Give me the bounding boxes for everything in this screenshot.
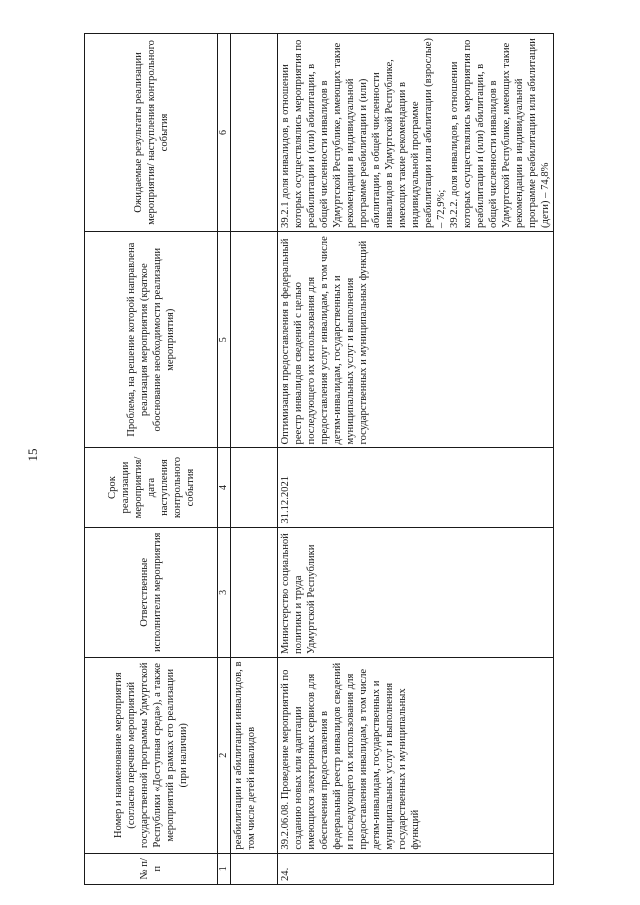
table-cell [231, 34, 278, 232]
column-number: 1 [218, 853, 231, 884]
header-term: Срок реализации мероприятия/ дата наступления контрольного события [85, 448, 218, 527]
measures-table [84, 33, 554, 885]
table-cell [231, 853, 278, 884]
header-num: № п/п [85, 853, 218, 884]
continuation-row [231, 34, 278, 885]
table-header-row [85, 34, 218, 885]
column-number: 3 [218, 527, 231, 657]
measures-table-wrapper [84, 33, 556, 885]
header-name: Номер и наименование мероприятия (согласно перечню мероприятий государственной программы Удмуртской Республики «Доступная среда»), а также мероприятий в рамках его реализации (при наличии) [85, 658, 218, 854]
measure-results [278, 34, 554, 232]
result-item: 39.2.2. доля инвалидов, в отношении которых осуществлялись мероприятия по реабилитации и (или) абилитации, в общей численности инвалидов в Удмуртской Республике, имеющих такие рекомендации в индивидуальной программе реабилитации или абилитации (дети) – 74,8% [449, 38, 551, 228]
table-cell [231, 527, 278, 657]
header-problem: Проблема, на решение которой направлена реализация мероприятия (краткое обоснование необходимости реализации мероприятия) [85, 231, 218, 448]
table-cell [231, 231, 278, 448]
measure-name: 39.2.06.08. Проведение мероприятий по созданию новых или адаптации имеющихся электронных сервисов для обеспечения предоставления в федеральный реестр инвалидов сведений и последующего их использования для предоставления инвалидам, в том числе детям-инвалидам, государственных и муниципальных услуг и выполнения государственных и муниципальных функций [278, 658, 554, 854]
header-results: Ожидаемые результаты реализации мероприятия/ наступления контрольного события [85, 34, 218, 232]
row-number: 24. [278, 853, 554, 884]
measure-term: 31.12.2021 [278, 448, 554, 527]
header-executor: Ответственные исполнители мероприятия [85, 527, 218, 657]
table-row-24 [278, 34, 554, 885]
column-number: 5 [218, 231, 231, 448]
measure-problem: Оптимизация предоставления в федеральный реестр инвалидов сведений с целью последующего их использования для предоставления услуг инвалидам, в том числе детям-инвалидам, государственных и муниципальных услуг и выполнения государственных и муниципальных функций [278, 231, 554, 448]
column-number-row [218, 34, 231, 885]
column-number: 4 [218, 448, 231, 527]
column-number: 6 [218, 34, 231, 232]
table-cell [231, 448, 278, 527]
column-number: 2 [218, 658, 231, 854]
result-item: 39.2.1 доля инвалидов, в отношении которых осуществлялись мероприятия по реабилитации и (или) абилитации, в общей численности инвалидов в Удмуртской Республике, имеющих такие рекомендации в индивидуальной программе реабилитации и (или) абилитации, в общей численности инвалидов в Удмуртской Республике, имеющих такие рекомендации в индивидуальной программе реабилитации или абилитации (взрослые) – 72,9%; [280, 37, 447, 228]
table-cell: реабилитации и абилитации инвалидов, в том числе детей инвалидов [231, 658, 278, 854]
measure-executor: Министерство социальной политики и труда Удмуртской Республики [278, 527, 554, 657]
page-number: 15 [25, 448, 40, 462]
